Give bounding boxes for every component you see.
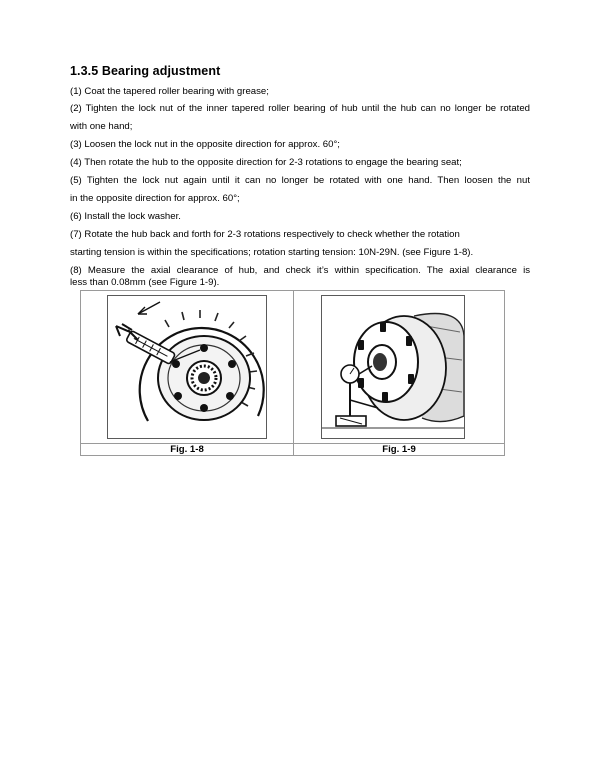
hub-dial-gauge-drawing bbox=[322, 296, 464, 438]
step-8-line-1: (8) Measure the axial clearance of hub, and check it’s within specification. The axial clearance is bbox=[70, 265, 530, 276]
step-5-line-1: (5) Tighten the lock nut again until it can no longer be rotated with one hand. Then loosen the nut bbox=[70, 175, 530, 186]
step-6: (6) Install the lock washer. bbox=[70, 211, 181, 222]
step-8-line-2: less than 0.08mm (see Figure 1-9). bbox=[70, 277, 220, 288]
step-4: (4) Then rotate the hub to the opposite direction for 2-3 rotations to engage the bearing seat; bbox=[70, 157, 462, 168]
figure-1-8-illustration bbox=[107, 295, 267, 439]
figure-1-9-caption: Fig. 1-9 bbox=[382, 444, 416, 455]
figure-table bbox=[80, 290, 505, 456]
figure-1-9-illustration bbox=[321, 295, 465, 439]
figure-table-divider bbox=[293, 291, 294, 455]
hub-spring-scale-drawing bbox=[108, 296, 266, 438]
step-1: (1) Coat the tapered roller bearing with grease; bbox=[70, 86, 269, 97]
section-heading: 1.3.5 Bearing adjustment bbox=[70, 64, 221, 78]
step-2-line-1: (2) Tighten the lock nut of the inner tapered roller bearing of hub until the hub can no longer be rotated bbox=[70, 103, 530, 114]
step-3: (3) Loosen the lock nut in the opposite direction for approx. 60°; bbox=[70, 139, 340, 150]
figure-1-8-caption: Fig. 1-8 bbox=[170, 444, 204, 455]
step-7-line-2: starting tension is within the specifications; rotation starting tension: 10N-29N. (see Figure 1-8). bbox=[70, 247, 474, 258]
step-7-line-1: (7) Rotate the hub back and forth for 2-3 rotations respectively to check whether the rotation bbox=[70, 229, 460, 240]
step-5-line-2: in the opposite direction for approx. 60°; bbox=[70, 193, 240, 204]
step-2-line-2: with one hand; bbox=[70, 121, 133, 132]
